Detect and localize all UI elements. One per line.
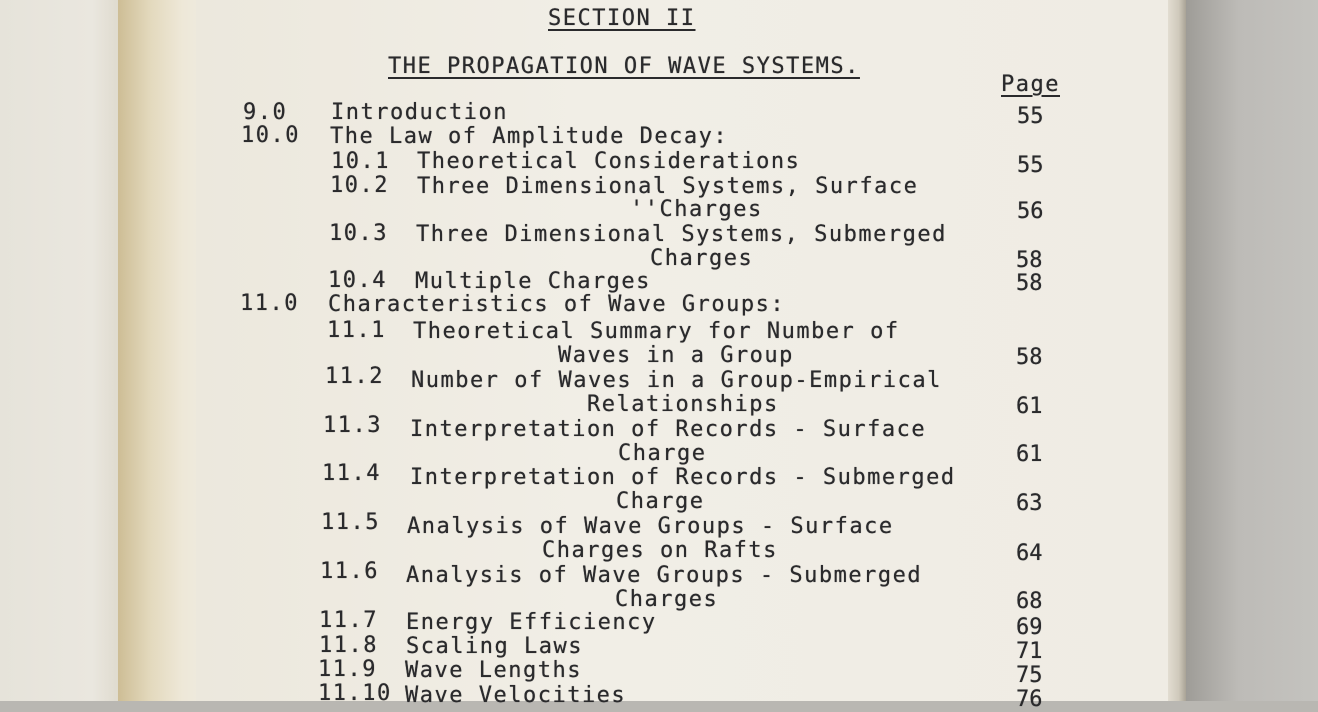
toc-title-continued: Charges on Rafts (542, 538, 778, 563)
toc-number: 11.0 (240, 291, 299, 316)
toc-page: 68 (1016, 589, 1043, 614)
toc-page: 64 (1016, 541, 1043, 566)
toc-number: 11.2 (325, 364, 384, 389)
toc-title-continued: Charges (650, 246, 754, 271)
toc-title: Analysis of Wave Groups - Submerged (406, 563, 923, 588)
toc-title: Introduction (331, 100, 508, 125)
toc-title-continued: Charge (616, 489, 705, 514)
toc-number: 11.7 (319, 608, 378, 633)
toc-title: Energy Efficiency (406, 610, 657, 635)
toc-title: Theoretical Summary for Number of (413, 319, 900, 344)
toc-title: Interpretation of Records - Submerged (410, 465, 956, 490)
toc-page: 61 (1016, 394, 1043, 419)
toc-title-continued: Charges (615, 587, 719, 612)
toc-page: 58 (1016, 271, 1043, 296)
toc-number: 11.9 (318, 657, 377, 682)
toc-title: Theoretical Considerations (417, 149, 801, 174)
toc-number: 11.4 (322, 461, 381, 486)
toc-number: 11.10 (318, 681, 392, 706)
toc-title: The Law of Amplitude Decay: (330, 124, 729, 149)
toc-title: Multiple Charges (415, 269, 651, 294)
toc-number: 11.1 (327, 318, 386, 343)
toc-page: 55 (1017, 104, 1044, 129)
toc-number: 10.2 (330, 173, 389, 198)
toc-number: 10.4 (328, 268, 387, 293)
toc-number: 11.5 (321, 510, 380, 535)
toc-page: 75 (1016, 663, 1043, 688)
toc-page: 56 (1017, 199, 1044, 224)
section-heading: SECTION II (548, 6, 696, 31)
toc-title-continued: ''Charges (630, 197, 763, 222)
toc-number: 9.0 (243, 100, 288, 125)
toc-page: 76 (1016, 687, 1043, 712)
page-edge (1168, 0, 1186, 701)
toc-page: 69 (1016, 615, 1043, 640)
toc-number: 11.3 (323, 413, 382, 438)
toc-page: 58 (1016, 248, 1043, 273)
toc-title: Number of Waves in a Group-Empirical (411, 368, 942, 393)
toc-title: Scaling Laws (406, 634, 583, 659)
toc-page: 55 (1017, 153, 1044, 178)
toc-title: Analysis of Wave Groups - Surface (407, 514, 894, 539)
toc-page: 63 (1016, 491, 1043, 516)
toc-number: 10.1 (331, 149, 390, 174)
section-title: THE PROPAGATION OF WAVE SYSTEMS. (388, 54, 860, 79)
toc-title: Three Dimensional Systems, Submerged (416, 222, 947, 247)
toc-title: Wave Velocities (405, 683, 627, 708)
toc-title: Characteristics of Wave Groups: (328, 292, 786, 317)
toc-page: 61 (1016, 442, 1043, 467)
toc-title-continued: Relationships (587, 392, 779, 417)
toc-page: 71 (1016, 639, 1043, 664)
page-column-header: Page (1001, 72, 1060, 97)
toc-title-continued: Waves in a Group (558, 343, 794, 368)
left-page (0, 0, 132, 701)
toc-number: 10.3 (329, 221, 388, 246)
toc-page: 58 (1016, 345, 1043, 370)
toc-title: Interpretation of Records - Surface (410, 417, 927, 442)
toc-number: 11.8 (319, 633, 378, 658)
toc-number: 10.0 (241, 123, 300, 148)
toc-title-continued: Charge (618, 441, 707, 466)
toc-number: 11.6 (320, 559, 379, 584)
toc-title: Wave Lengths (405, 658, 582, 683)
toc-title: Three Dimensional Systems, Surface (417, 174, 919, 199)
background-surface (1186, 0, 1318, 701)
